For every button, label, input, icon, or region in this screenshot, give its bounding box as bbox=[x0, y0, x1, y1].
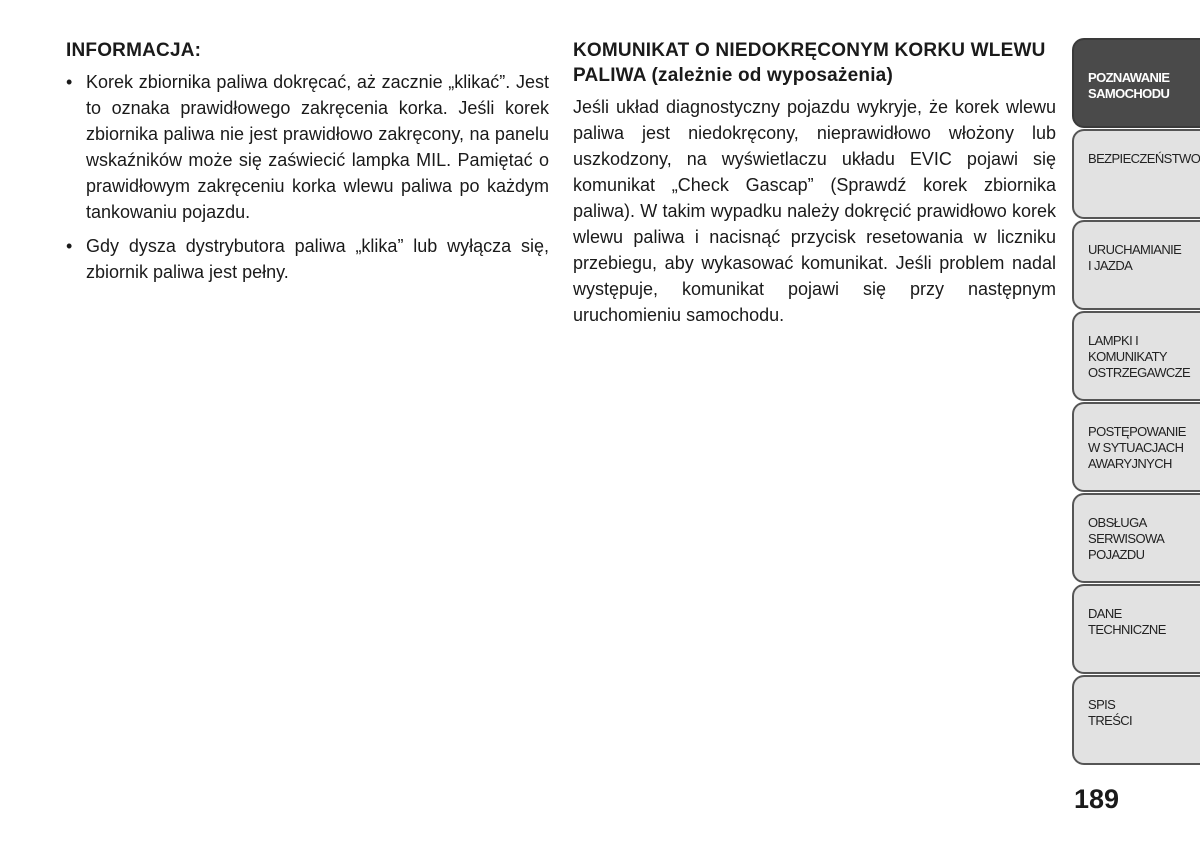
info-bullet-list bbox=[66, 69, 549, 285]
tab-label: SPIS TREŚCI bbox=[1088, 697, 1133, 728]
info-bullet-item: • Korek zbiornika paliwa dokręcać, aż zacznie „klikać”. Jest to oznaka prawidłowego zakręcenia korka. Jeśli korek zbiornika paliwa nie jest prawidłowo zakręcony, na panelu wskaźników może się zaświecić lampka MIL. Pamiętać o prawidłowym zakręceniu korka wlewu paliwa po każdym tankowaniu pojazdu. bbox=[66, 69, 549, 225]
tab-poznawanie-samochodu[interactable] bbox=[1072, 38, 1200, 128]
left-column bbox=[66, 38, 549, 293]
tab-label: DANE TECHNICZNE bbox=[1088, 606, 1166, 637]
tab-dane-techniczne[interactable] bbox=[1072, 584, 1200, 674]
chapter-tabs bbox=[1072, 38, 1200, 766]
tab-label: LAMPKI I KOMUNIKATY OSTRZEGAWCZE bbox=[1088, 333, 1191, 380]
right-column bbox=[573, 38, 1056, 328]
section-heading-suffix: (zależnie od wyposażenia) bbox=[651, 65, 893, 86]
tab-label: URUCHAMIANIE I JAZDA bbox=[1088, 242, 1182, 273]
section-heading bbox=[573, 38, 1056, 88]
tab-bezpieczenstwo[interactable] bbox=[1072, 129, 1200, 219]
tab-postepowanie-awaryjne[interactable] bbox=[1072, 402, 1200, 492]
page-number: 189 bbox=[1074, 784, 1120, 814]
tab-label: BEZPIECZEŃSTWO bbox=[1088, 151, 1200, 166]
tab-label: POZNAWANIE SAMOCHODU bbox=[1088, 70, 1170, 101]
section-paragraph: Jeśli układ diagnostyczny pojazdu wykryje, że korek wlewu paliwa jest niedokręcony, nieprawidłowo włożony lub uszkodzony, na wyświetlaczu układu EVIC pojawi się komunikat „Check Gascap” (Sprawdź korek zbiornika paliwa). W takim wypadku należy dokręcić prawidłowo korek wlewu paliwa i nacisnąć przycisk resetowania w liczniku przebiegu, aby wykasować komunikat. Jeśli problem nadal występuje, komunikat pojawi się przy następnym uruchomieniu samochodu. bbox=[573, 97, 1056, 325]
tab-spis-tresci[interactable] bbox=[1072, 675, 1200, 765]
tab-label: POSTĘPOWANIE W SYTUACJACH AWARYJNYCH bbox=[1088, 424, 1186, 471]
tab-uruchamianie-i-jazda[interactable] bbox=[1072, 220, 1200, 310]
section-heading-title: KOMUNIKAT O NIEDOKRĘCONYM KORKU WLEWU PALIWA bbox=[573, 40, 1046, 86]
tab-obsluga-serwisowa[interactable] bbox=[1072, 493, 1200, 583]
info-bullet-item: • Gdy dysza dystrybutora paliwa „klika” lub wyłącza się, zbiornik paliwa jest pełny. bbox=[66, 233, 549, 285]
info-heading: INFORMACJA: bbox=[66, 40, 202, 61]
tab-lampki-i-komunikaty[interactable] bbox=[1072, 311, 1200, 401]
tab-label: OBSŁUGA SERWISOWA POJAZDU bbox=[1088, 515, 1165, 562]
